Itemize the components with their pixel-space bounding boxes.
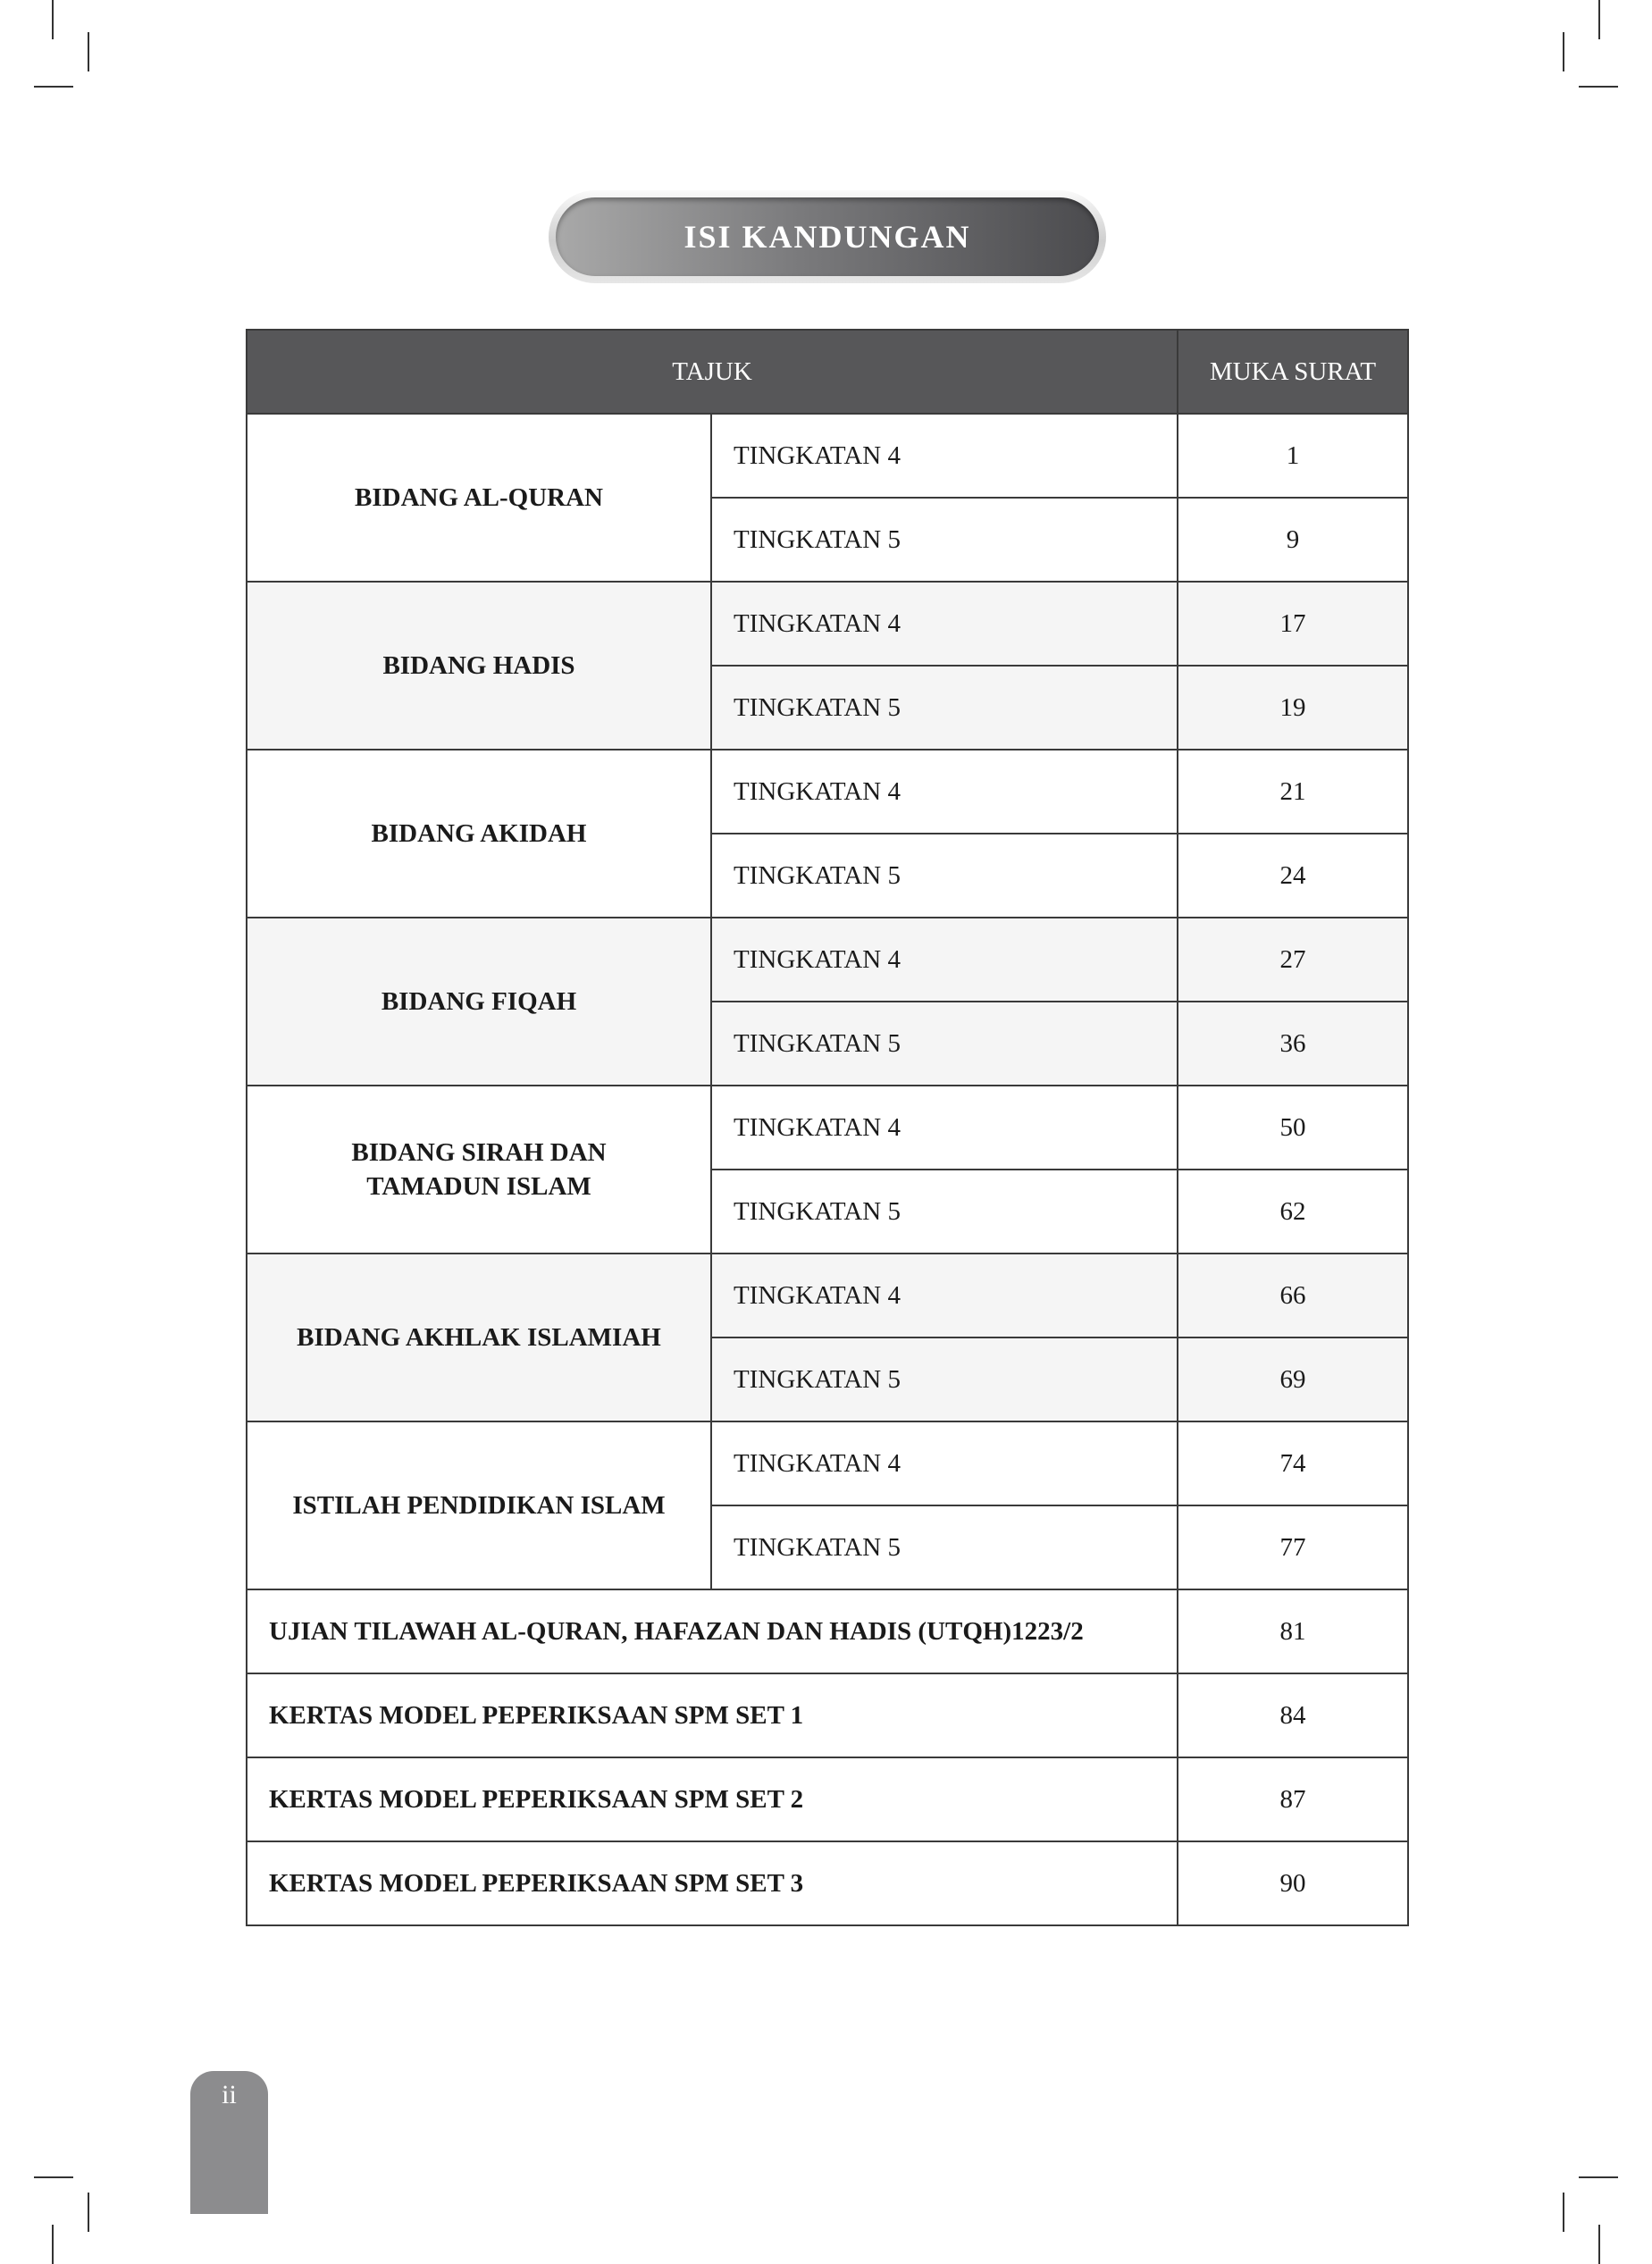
page-number-tab [190, 2071, 268, 2214]
extra-topic: UJIAN TILAWAH AL-QURAN, HAFAZAN DAN HADIS (UTQH)1223/2 [247, 1589, 1178, 1673]
page-ref: 66 [1178, 1254, 1408, 1337]
section-level: TINGKATAN 4 [711, 918, 1178, 1002]
table-row [247, 1757, 1408, 1841]
extra-topic: KERTAS MODEL PEPERIKSAAN SPM SET 1 [247, 1673, 1178, 1757]
table-row [247, 582, 1408, 666]
crop-mark [1598, 0, 1600, 39]
section-level: TINGKATAN 4 [711, 1254, 1178, 1337]
section-level: TINGKATAN 5 [711, 1337, 1178, 1421]
page-ref: 87 [1178, 1757, 1408, 1841]
section-level: TINGKATAN 5 [711, 834, 1178, 918]
table-row [247, 1673, 1408, 1757]
section-level: TINGKATAN 4 [711, 750, 1178, 834]
page-title: ISI KANDUNGAN [683, 219, 971, 255]
table-row [247, 1086, 1408, 1170]
page-ref: 77 [1178, 1505, 1408, 1589]
crop-mark [34, 2176, 73, 2178]
crop-mark [52, 0, 54, 39]
section-subject: BIDANG SIRAH DAN TAMADUN ISLAM [247, 1086, 711, 1254]
crop-mark [34, 86, 73, 88]
crop-mark [1563, 2193, 1564, 2232]
title-banner [549, 190, 1106, 283]
extra-topic: KERTAS MODEL PEPERIKSAAN SPM SET 3 [247, 1841, 1178, 1925]
section-level: TINGKATAN 5 [711, 1505, 1178, 1589]
page-ref: 84 [1178, 1673, 1408, 1757]
page-ref: 81 [1178, 1589, 1408, 1673]
page-ref: 90 [1178, 1841, 1408, 1925]
table-row [247, 750, 1408, 834]
page-ref: 27 [1178, 918, 1408, 1002]
page-ref: 24 [1178, 834, 1408, 918]
page-ref: 21 [1178, 750, 1408, 834]
page-ref: 17 [1178, 582, 1408, 666]
page-ref: 74 [1178, 1421, 1408, 1505]
section-level: TINGKATAN 4 [711, 1421, 1178, 1505]
page-ref: 19 [1178, 666, 1408, 750]
header-page: MUKA SURAT [1178, 330, 1408, 414]
table-row [247, 1421, 1408, 1505]
section-level: TINGKATAN 4 [711, 414, 1178, 498]
section-subject: BIDANG HADIS [247, 582, 711, 750]
section-subject: BIDANG AL-QURAN [247, 414, 711, 582]
table-row [247, 1841, 1408, 1925]
table-header-row [247, 330, 1408, 414]
crop-mark [1579, 2176, 1618, 2178]
page-ref: 69 [1178, 1337, 1408, 1421]
table-row [247, 414, 1408, 498]
page-ref: 50 [1178, 1086, 1408, 1170]
page-number: ii [222, 2080, 237, 2109]
section-level: TINGKATAN 5 [711, 666, 1178, 750]
section-level: TINGKATAN 5 [711, 1170, 1178, 1254]
title-banner-inner [556, 197, 1099, 276]
page-ref: 36 [1178, 1002, 1408, 1086]
header-topic: TAJUK [247, 330, 1178, 414]
crop-mark [1579, 86, 1618, 88]
extra-topic: KERTAS MODEL PEPERIKSAAN SPM SET 2 [247, 1757, 1178, 1841]
section-subject: BIDANG FIQAH [247, 918, 711, 1086]
crop-mark [52, 2225, 54, 2264]
contents-table [246, 329, 1409, 1926]
table-row [247, 1254, 1408, 1337]
section-subject: BIDANG AKHLAK ISLAMIAH [247, 1254, 711, 1421]
page-ref: 62 [1178, 1170, 1408, 1254]
crop-mark [1563, 32, 1564, 71]
crop-mark [88, 2193, 89, 2232]
section-level: TINGKATAN 4 [711, 1086, 1178, 1170]
page-ref: 1 [1178, 414, 1408, 498]
crop-mark [88, 32, 89, 71]
crop-mark [1598, 2225, 1600, 2264]
section-level: TINGKATAN 5 [711, 498, 1178, 582]
page-ref: 9 [1178, 498, 1408, 582]
section-level: TINGKATAN 4 [711, 582, 1178, 666]
table-row [247, 918, 1408, 1002]
section-level: TINGKATAN 5 [711, 1002, 1178, 1086]
contents-table-body [247, 414, 1408, 1925]
table-row [247, 1589, 1408, 1673]
section-subject: BIDANG AKIDAH [247, 750, 711, 918]
section-subject: ISTILAH PENDIDIKAN ISLAM [247, 1421, 711, 1589]
